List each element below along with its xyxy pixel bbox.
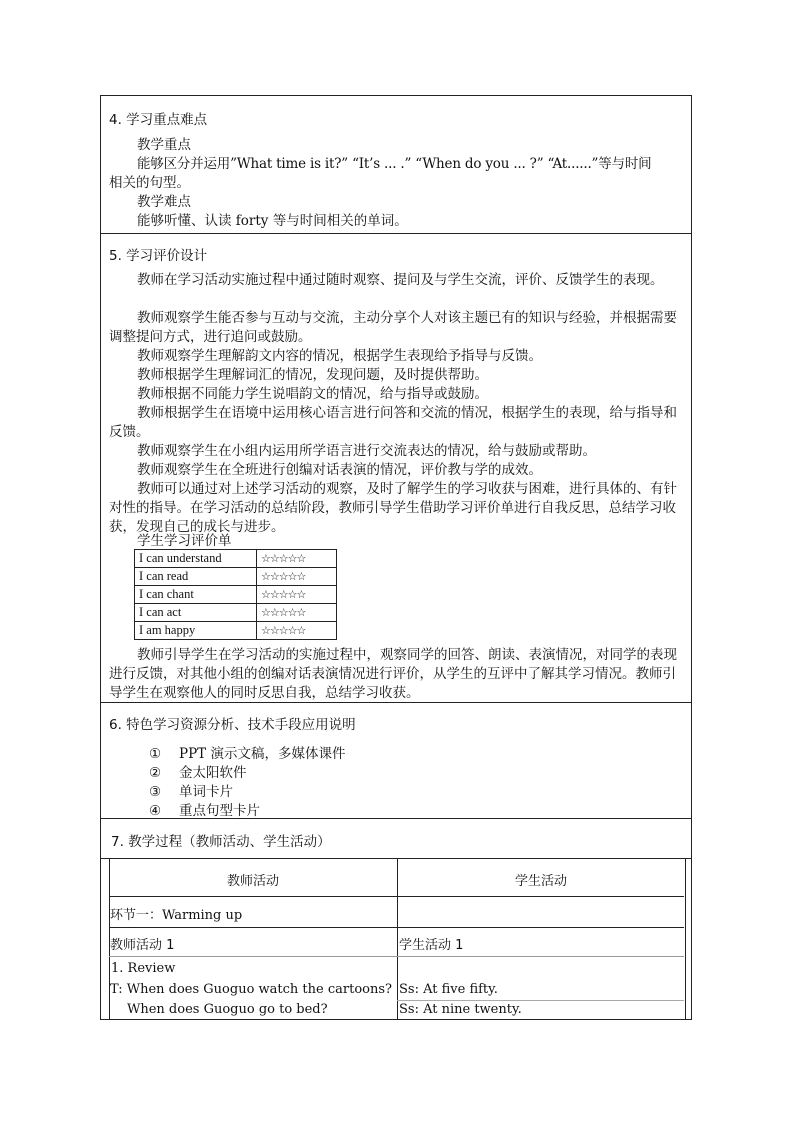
eval-item: I can read [135, 568, 257, 586]
key-points-text: 能够区分并运用”What time is it?” “It’s ... .” “When do you ... ?” “At......”等与时间 [137, 156, 652, 172]
key-points-text-cont: 相关的句型。 [109, 175, 190, 191]
student-activity-label: 学生活动 1 [399, 938, 464, 953]
table-row [135, 586, 337, 604]
divider [109, 956, 684, 957]
eval-paragraph: 教师可以通过对上述学习活动的观察，及时了解学生的学习收获与困难，进行具体的、有针对性的指导。在学习活动的总结阶段，教师引导学生借助学习评价单进行自我反思，总结学习收获，发现自己的成长与进步。 [109, 481, 677, 535]
eval-paragraph: 教师引导学生在学习活动的实施过程中，观察同学的回答、朗读、表演情况，对同学的表现进行反馈，对其他小组的创编对话表演情况进行评价，从学生的互评中了解其学习情况。教师引导学生在观察他人的同时反思自我，总结学习收获。 [109, 647, 677, 701]
col-header-student: 学生活动 [514, 874, 567, 889]
section-4-heading: 4. 学习重点难点 [109, 112, 208, 128]
star-rating: ☆☆☆☆☆ [257, 550, 337, 568]
table-row [135, 550, 337, 568]
divider [101, 702, 691, 703]
eval-paragraph: 教师根据学生理解词汇的情况，发现问题，及时提供帮助。 [137, 367, 488, 383]
divider [101, 233, 691, 234]
eval-item: I am happy [135, 622, 257, 640]
student-answer: Ss: At five fifty. [399, 982, 498, 997]
eval-paragraph: 教师根据学生在语境中运用核心语言进行问答和交流的情况，根据学生的表现，给与指导和反馈。 [109, 405, 677, 440]
evaluation-table [134, 549, 337, 640]
col-header-teacher: 教师活动 [226, 874, 279, 889]
star-rating: ☆☆☆☆☆ [257, 568, 337, 586]
list-item: ④ 重点句型卡片 [149, 803, 260, 819]
section-6-heading: 6. 特色学习资源分析、技术手段应用说明 [109, 717, 356, 733]
divider [397, 1000, 684, 1001]
table-row [135, 622, 337, 640]
list-item: ② 金太阳软件 [149, 765, 247, 781]
key-points-label: 教学重点 [137, 137, 191, 153]
table-row [135, 568, 337, 586]
review-step: 1. Review [111, 961, 176, 976]
section-5-heading: 5. 学习评价设计 [109, 248, 208, 264]
section-7-heading: 7. 教学过程（教师活动、学生活动） [111, 834, 331, 850]
eval-paragraph: 教师观察学生理解韵文内容的情况，根据学生表现给予指导与反馈。 [137, 348, 542, 364]
eval-paragraph: 教师观察学生在小组内运用所学语言进行交流表达的情况，给与鼓励或帮助。 [137, 443, 596, 459]
teacher-question: When does Guoguo go to bed? [127, 1002, 328, 1017]
difficulty-label: 教学难点 [137, 194, 191, 210]
teacher-question: T: When does Guoguo watch the cartoons? [110, 982, 392, 997]
star-rating: ☆☆☆☆☆ [257, 604, 337, 622]
divider [101, 818, 691, 819]
difficulty-text: 能够听懂、认读 forty 等与时间相关的单词。 [137, 213, 408, 229]
star-rating: ☆☆☆☆☆ [257, 622, 337, 640]
process-table-border [685, 858, 686, 1019]
star-rating: ☆☆☆☆☆ [257, 586, 337, 604]
divider [109, 927, 684, 928]
list-item: ③ 单词卡片 [149, 784, 233, 800]
lesson-plan-frame [100, 95, 692, 1020]
eval-paragraph: 教师观察学生在全班进行创编对话表演的情况，评价教与学的成效。 [137, 462, 542, 478]
eval-item: I can chant [135, 586, 257, 604]
table-row [135, 604, 337, 622]
eval-item: I can understand [135, 550, 257, 568]
divider [109, 896, 684, 897]
teacher-activity-label: 教师活动 1 [110, 938, 175, 953]
student-answer: Ss: At nine twenty. [399, 1002, 522, 1017]
eval-paragraph: 教师在学习活动实施过程中通过随时观察、提问及与学生交流，评价、反馈学生的表现。 [137, 272, 664, 288]
eval-paragraph: 教师观察学生能否参与互动与交流，主动分享个人对该主题已有的知识与经验，并根据需要调整提问方式，进行追问或鼓励。 [109, 310, 677, 345]
eval-item: I can act [135, 604, 257, 622]
divider [101, 858, 691, 859]
eval-paragraph: 教师根据不同能力学生说唱韵文的情况，给与指导或鼓励。 [137, 386, 488, 402]
eval-sheet-title: 学生学习评价单 [137, 533, 232, 549]
list-item: ① PPT 演示文稿，多媒体课件 [149, 746, 346, 762]
stage-label: 环节一：Warming up [110, 908, 243, 923]
